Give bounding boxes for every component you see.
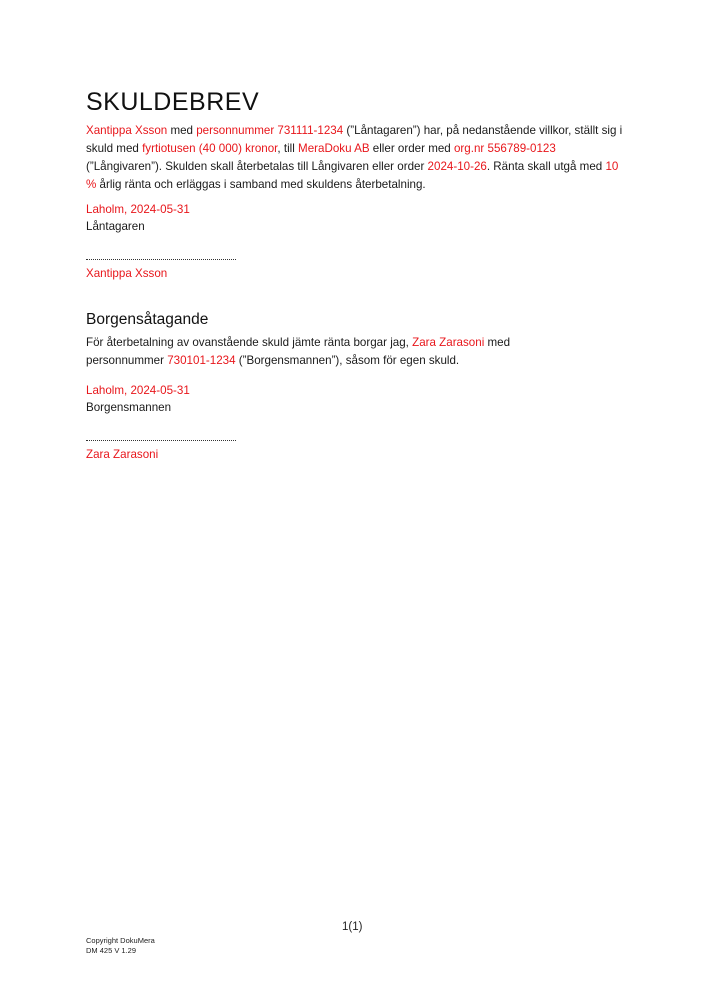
guarantor-signature-line <box>86 440 236 441</box>
text-fragment: (”Låntagaren”) har, på nedanstående villkor, ställt sig i skuld med <box>86 124 623 155</box>
loan-amount: fyrtiotusen (40 000) kronor <box>142 142 278 155</box>
text-fragment: (”Långivaren”). Skulden skall återbetalas till Långivaren eller order <box>86 160 428 173</box>
borrower-signature-line <box>86 259 236 260</box>
borrower-place-date: Laholm, 2024-05-31 <box>86 203 190 216</box>
text-fragment: årlig ränta och erläggas i samband med skuldens återbetalning. <box>96 178 426 191</box>
guarantor-signature-name: Zara Zarasoni <box>86 448 159 461</box>
guarantee-paragraph <box>86 334 556 370</box>
text-fragment: För återbetalning av ovanstående skuld jämte ränta borgar jag, <box>86 336 413 349</box>
text-fragment: . Ränta skall utgå med <box>486 160 606 173</box>
footer <box>86 936 155 956</box>
guarantor-name: Zara Zarasoni <box>412 336 485 349</box>
borrower-name: Xantippa Xsson <box>86 124 168 137</box>
page-number: 1(1) <box>342 921 363 933</box>
text-fragment: , till <box>277 142 299 155</box>
text-fragment: (”Borgensmannen”), såsom för egen skuld. <box>235 354 460 367</box>
due-date: 2024-10-26 <box>427 160 487 173</box>
footer-version: DM 425 V 1.29 <box>86 946 137 955</box>
guarantor-place-date: Laholm, 2024-05-31 <box>86 384 190 397</box>
guarantee-heading: Borgensåtagande <box>86 311 209 328</box>
guarantor-role-label: Borgensmannen <box>86 401 172 414</box>
footer-copyright: Copyright DokuMera <box>86 936 155 945</box>
borrower-personal-id: personnummer 731111-1234 <box>196 124 344 137</box>
text-fragment: eller order med <box>369 142 454 155</box>
lender-name: MeraDoku AB <box>298 142 370 155</box>
borrower-role-label: Låntagaren <box>86 220 145 233</box>
text-fragment: med personnummer <box>86 336 511 367</box>
text-fragment: med <box>167 124 197 137</box>
borrower-signature-name: Xantippa Xsson <box>86 267 168 280</box>
lender-org-number: org.nr 556789-0123 <box>453 142 556 155</box>
document-title: SKULDEBREV <box>86 88 260 116</box>
guarantor-personal-id: 730101-1234 <box>167 354 236 367</box>
loan-terms-paragraph <box>86 122 626 194</box>
interest-rate: 10 % <box>86 160 619 191</box>
